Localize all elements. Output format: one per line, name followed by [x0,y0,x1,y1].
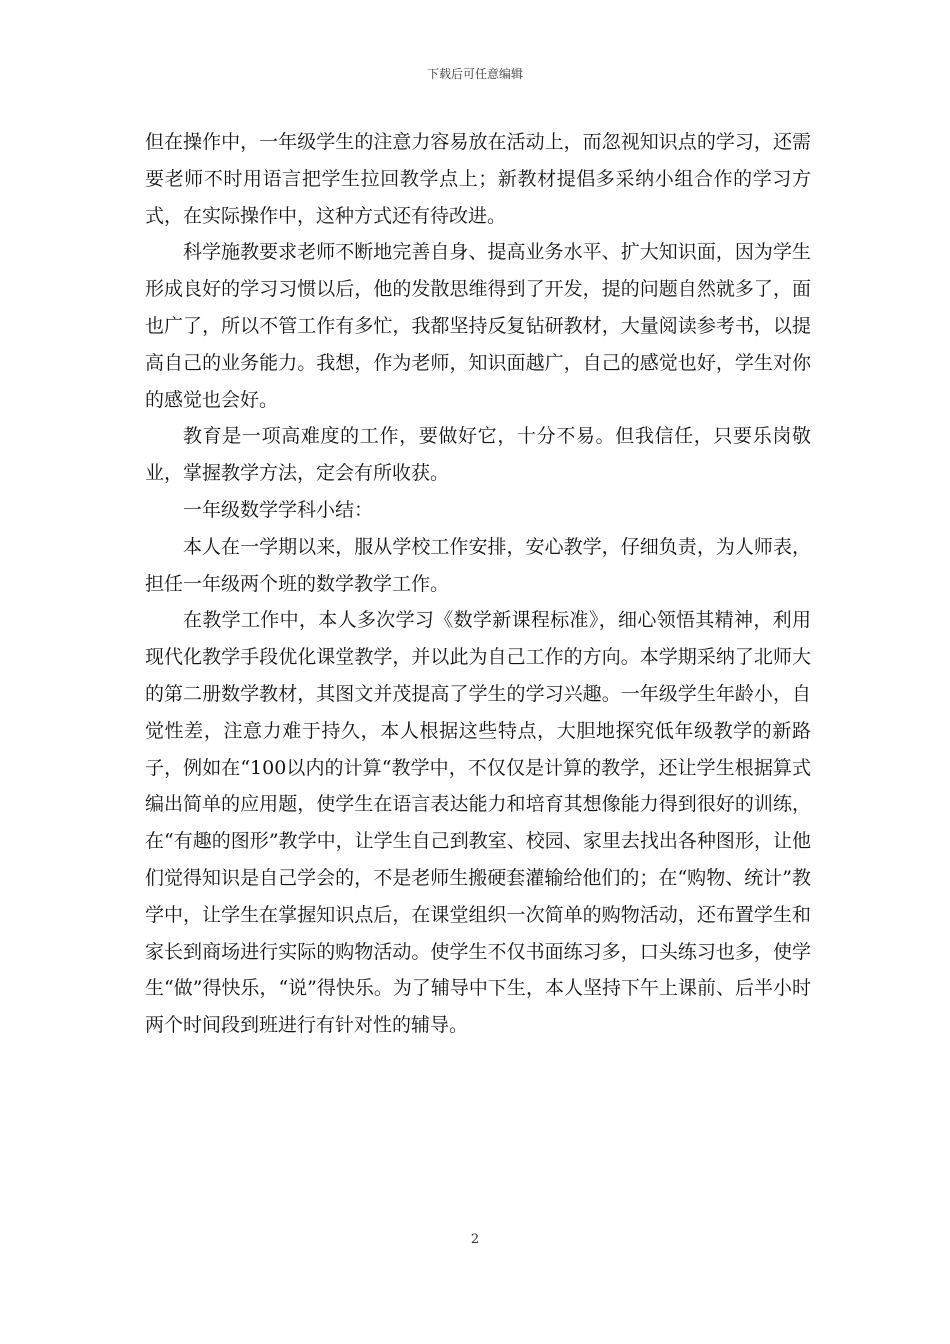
section-title-math-summary: 一年级数学学科小结： [183,498,374,521]
page-number: 2 [470,1232,480,1247]
paragraph-teaching-improvement: 科学施教要求老师不断地完善自身、提高业务水平、扩大知识面，因为学生形成良好的学习习惯以后，他的发散思维得到了开发，提的问题自然就多了，面也广了，所以不管工作有多忙，我都坚持反复钻研教材，大量阅读参考书，以提高自己的业务能力。我想，作为老师，知识面越广，自己的感觉也好，学生对你的感觉也会好。 [145,241,811,411]
document-body [145,124,811,1044]
paragraph-teaching-work: 在教学工作中，本人多次学习《数学新课程标准》，细心领悟其精神，利用现代化教学手段优化课堂教学，并以此为自己工作的方向。本学期采纳了北师大的第二册数学教材，其图文并茂提高了学生的学习兴趣。一年级学生年龄小，自觉性差，注意力难于持久，本人根据这些特点，大胆地探究低年级教学的新路子，例如在“100以内的计算“教学中，不仅仅是计算的教学，还让学生根据算式编出简单的应用题，使学生在语言表达能力和培育其想像能力得到很好的训练，在“有趣的图形”教学中，让学生自己到教室、校园、家里去找出各种图形，让他们觉得知识是自己学会的，不是老师生搬硬套灌输给他们的；在“购物、统计”教学中，让学生在掌握知识点后，在课堂组织一次简单的购物活动，还布置学生和家长到商场进行实际的购物活动。使学生不仅书面练习多，口头练习也多，使学生“做”得快乐，“说”得快乐。为了辅导中下生，本人坚持下午上课前、后半小时两个时间段到班进行有针对性的辅导。 [145,609,811,1037]
paragraph-work-assignment: 本人在一学期以来，服从学校工作安排，安心教学，仔细负责，为人师表，担任一年级两个班的数学教学工作。 [145,535,811,595]
paragraph-continuation: 但在操作中，一年级学生的注意力容易放在活动上，而忽视知识点的学习，还需要老师不时用语言把学生拉回教学点上；新教材提倡多采纳小组合作的学习方式，在实际操作中，这种方式还有待改进。 [145,131,811,227]
page-header: 下载后可任意编辑 [426,67,523,81]
paragraph-education-difficulty: 教育是一项高难度的工作，要做好它，十分不易。但我信任，只要乐岗敬业，掌握教学方法，定会有所收获。 [145,425,811,485]
